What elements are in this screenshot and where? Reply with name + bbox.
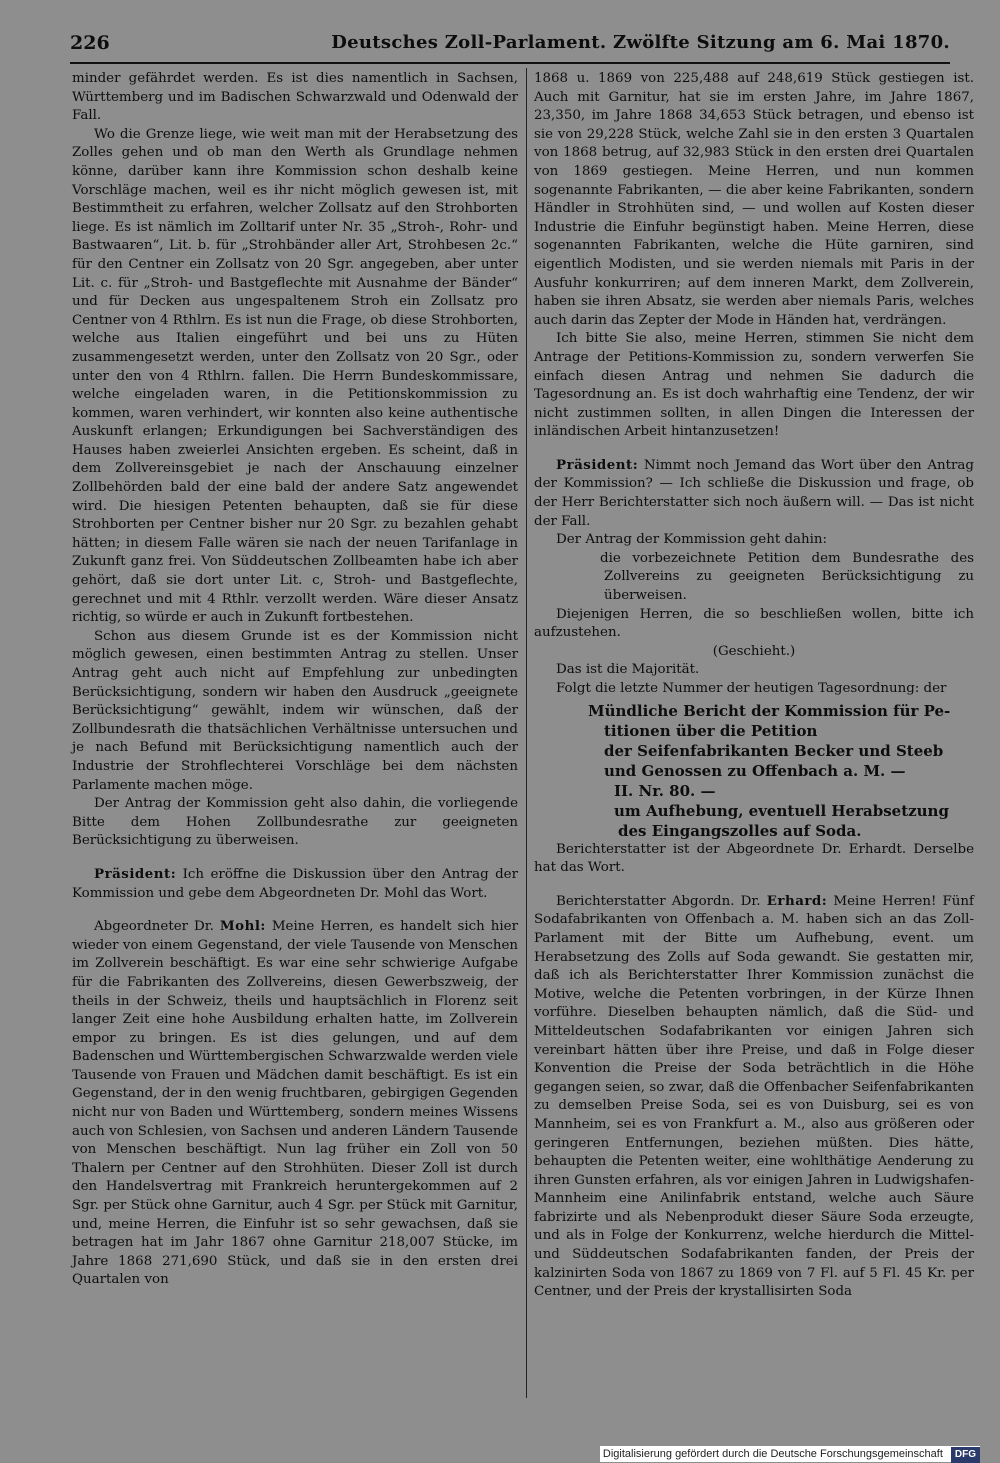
paragraph — [72, 628, 518, 795]
speaker-name: Mohl: — [219, 918, 266, 935]
paragraph — [534, 456, 974, 531]
paragraph — [72, 126, 518, 628]
page-number: 226 — [70, 32, 110, 54]
paragraph-text: Diejenigen Herren, die so beschließen wollen, bitte ich aufzustehen. — [534, 606, 974, 641]
column-divider — [526, 68, 527, 1398]
heading-line: des Eingangszolles auf Soda. — [618, 821, 862, 840]
page-header — [70, 30, 950, 62]
paragraph — [534, 70, 974, 330]
paragraph — [72, 795, 518, 851]
paragraph — [72, 70, 518, 126]
heading-line: titionen über die Petition — [604, 721, 818, 740]
dfg-logo: DFG — [951, 1447, 980, 1463]
paragraph-text: Wo die Grenze liege, wie weit man mit der Herabsetzung des Zolles gehen und ob man den Werth als Grundlage nehmen könne, darüber kann ihre Kommission schon deshalb keine Vorschläge machen, weil es ihr nicht möglich gewesen ist, mit Bestimmtheit zu erfahren, welcher Zollsatz auf den Strohborten liege. Es ist nämlich im Zolltarif unter Nr. 35 „Stroh-, Rohr- und Bastwaaren“, Lit. b. für „Strohbänder aller Art, Strohbesen 2c.“ für den Centner ein Zollsatz von 20 Sgr. angegeben, aber unter Lit. c. für „Stroh- und Bastgeflechte mit Ausnahme der Bänder“ und für Decken aus ungespaltenem Stroh ein Zollsatz pro Centner von 4 Rthlrn. Es ist nun die Frage, ob diese Strohborten, welche aus Italien eingeführt und bei uns zu Hüten zusammengesetzt werden, unter den Zollsatz von 20 Sgr., oder unter den von 4 Rthlrn. fallen. Die Herrn Bundeskommissare, welche eingeladen waren, in die Petitionskommission zu kommen, waren verhindert, wir konnten also keine authentische Auskunft erlangen; Erkundigungen bei Sachverständigen des Hauses haben zweierlei Ansichten ergeben. Es scheint, daß in dem Zollvereinsgebiet je nach der Anschauung einzelner Zollbehörden bald der eine bald der andere Satz angewendet wird. Die hiesigen Petenten behaupten, daß sie für diese Strohborten per Centner bisher nur 20 Sgr. zu bezahlen gehabt hätten; in diesem Falle wären sie nach der neuen Tarifanlage in Zukunft ganz frei. Von Süddeutschen Zollbeamten habe ich aber gehört, daß sie dort unter Lit. c, Stroh- und Bastgeflechte, gerechnet und mit 4 Rthlr. verzollt werden. Wäre dieser Ansatz richtig, so würde er auch in Zukunft fortbestehen. — [72, 126, 518, 626]
right-column — [534, 70, 974, 1302]
paragraph-text: Das ist die Majorität. — [556, 662, 700, 678]
agenda-item-heading — [534, 701, 974, 841]
heading-line: der Seifenfabrikanten Becker und Steeb — [604, 741, 944, 760]
paragraph-text: Ich bitte Sie also, meine Herren, stimmen Sie nicht dem Antrage der Petitions-Kommission zu, sondern verwerfen Sie einfach diesen Antrag und nehmen Sie dadurch die Tagesordnung an. Es ist doch wahrhaftig eine Tendenz, der wir nicht zustimmen sollten, in allen Dingen die Interessen der inländischen Arbeit hintanzusetzen! — [534, 331, 974, 440]
paragraph — [534, 550, 974, 606]
paragraph — [534, 606, 974, 643]
paragraph-text: Nimmt noch Jemand das Wort über den Antrag der Kommission? — Ich schließe die Diskussion und frage, ob der Herr Berichterstatter sich noch äußern will. — Das ist nicht der Fall. — [534, 457, 974, 529]
paragraph — [534, 643, 974, 662]
paragraph-text: Berichterstatter ist der Abgeordnete Dr. Erhardt. Derselbe hat das Wort. — [534, 841, 974, 876]
paragraph — [534, 680, 974, 699]
header-rule — [70, 62, 950, 64]
paragraph-text: Der Antrag der Kommission geht also dahin, die vorliegende Bitte dem Hohen Zollbundesrathe zur geeigneten Berücksichtigung zu überweisen. — [72, 796, 518, 849]
paragraph-text: minder gefährdet werden. Es ist dies namentlich in Sachsen, Württemberg und im Badischen Schwarzwald und Odenwald der Fall. — [72, 71, 518, 124]
paragraph-text: 1868 u. 1869 von 225,488 auf 248,619 Stück gestiegen ist. Auch mit Garnitur, hat sie im ersten Jahre, im Jahre 1867, 23,350, im Jahre 1868 34,653 Stück betragen, und ebenso ist sie von 29,228 Stück, welche Zahl sie in den ersten 3 Quartalen von 1868 betrug, auf 32,983 Stück in den ersten drei Quartalen von 1869 gestiegen. Meine Herren, und nun kommen sogenannte Fabrikanten, — die aber keine Fabrikanten, sondern Händler in Strohhüten sind, — und wollen auf Kosten dieser Industrie die Einfuhr begünstigt haben. Meine Herren, diese sogenannten Fabrikanten, welche die Hüte garniren, sind eigentlich Modisten, und sie werden niemals mit Paris in der Ausfuhr konkurriren; auf dem inneren Markt, dem Zollverein, haben sie ihren Absatz, sie werden aber niemals Paris, welches auch darin das Zepter der Mode in Händen hat, verdrängen. — [534, 71, 974, 328]
paragraph-text: Der Antrag der Kommission geht dahin: — [556, 532, 828, 548]
speaker-name: Erhard: — [766, 892, 828, 909]
left-column — [72, 70, 518, 1290]
footer-credit — [600, 1446, 980, 1462]
heading-line: II. Nr. 80. — — [614, 781, 716, 800]
paragraph-text: Ich eröffne die Diskussion über den Antrag der Kommission und gebe dem Abgeordneten Dr. Mohl das Wort. — [72, 866, 518, 901]
paragraph-text: Folgt die letzte Nummer der heutigen Tagesordnung: der — [556, 681, 947, 696]
running-title: Deutsches Zoll-Parlament. Zwölfte Sitzung am 6. Mai 1870. — [331, 32, 950, 53]
paragraph-text: Meine Herren, es handelt sich hier wieder von einem Gegenstand, der viele Tausende von Menschen im Zollverein beschäftigt. Es war eine sehr schwierige Aufgabe für die Fabrikanten des Zollvereins, diesen Gewerbszweig, der theils in der Schweiz, theils und hauptsächlich in Florenz seit langer Zeit eine hohe Ausbildung erhalten hatte, im Zollverein empor zu bringen. Es ist dies gelungen, und auf dem Badenschen und Württembergischen Schwarzwalde werden viele Tausende von Frauen und Mädchen damit beschäftigt. Es ist ein Gegenstand, der in den wenig fruchtbaren, gebirgigen Gegenden nicht nur von Baden und Württemberg, sondern meines Wissens auch von Schlesien, von Sachsen und anderen Ländern Tausende von Menschen beschäftigt. Nun lag früher ein Zoll von 50 Thalern per Centner auf den Strohhüten. Dieser Zoll ist durch den Handelsvertrag mit Frankreich heruntergekommen auf 2 Sgr. per Stück ohne Garnitur, auch 4 Sgr. per Stück mit Garnitur, und, meine Herren, die Einfuhr ist so sehr gewachsen, daß sie betragen hat im Jahr 1867 ohne Garnitur 218,007 Stücke, im Jahre 1868 271,690 Stück, und daß sie in den ersten drei Quartalen von — [72, 919, 518, 1288]
paragraph — [534, 531, 974, 550]
heading-line: und Genossen zu Offenbach a. M. — — [604, 761, 906, 780]
paragraph — [72, 865, 518, 903]
footer-text: Digitalisierung gefördert durch die Deutsche Forschungsgemeinschaft — [602, 1448, 943, 1460]
paragraph-text: Meine Herren! Fünf Sodafabrikanten von Offenbach a. M. haben sich an das Zoll-Parlament mit der Bitte um Aufhebung, event. um Herabsetzung des Zolls auf Soda gewandt. Sie gestatten mir, daß ich als Berichterstatter Ihrer Kommission zunächst die Motive, welche die Petenten vorbringen, in der Kürze Ihnen vorführe. Dieselben behaupten nämlich, daß die Süd- und Mitteldeutschen Sodafabrikanten vor einigen Jahren sich vereinbart hätten über ihre Preise, und daß in Folge dieser Konvention die Preise der Soda beträchtlich in die Höhe gegangen seien, so zwar, daß die Offenbacher Seifenfabrikanten zu demselben Preise Soda, sei es von Duisburg, sei es von Mannheim, sei es von Frankfurt a. M., also aus größeren oder geringeren Entfernungen, beziehen müßten. Dies hätte, behaupten die Petenten weiter, eine wohlthätige Aenderung zu ihren Gunsten erfahren, als vor einigen Jahren in Ludwigshafen-Mannheim eine Anilinfabrik entstand, welche auch Säure fabrizirte und als Nebenprodukt dieser Säure Soda erzeugte, und als in Folge der Konkurrenz, welche hierdurch die Mittel- und Süddeutschen Sodafabrikanten fanden, der Preis der kalzinirten Soda von 1867 zu 1869 von 7 Fl. auf 5 Fl. 45 Kr. per Centner, und der Preis der krystallisirten Soda — [534, 893, 974, 1300]
paragraph — [534, 892, 974, 1302]
paragraph — [534, 330, 974, 442]
heading-line: Mündliche Bericht der Kommission für Pe- — [588, 701, 951, 720]
paragraph-text: (Geschieht.) — [712, 643, 796, 659]
speaker-prefix: Berichterstatter Abgordn. Dr. — [556, 893, 767, 909]
speaker-prefix: Abgeordneter Dr. — [94, 919, 220, 935]
paragraph — [72, 917, 518, 1290]
speaker-name: Präsident: — [94, 865, 177, 882]
paragraph — [534, 661, 974, 680]
paragraph-text: die vorbezeichnete Petition dem Bundesrathe des Zollvereins zu geeigneten Berücksichtigung zu überweisen. — [600, 550, 974, 604]
heading-line: um Aufhebung, eventuell Herabsetzung — [614, 801, 949, 820]
speaker-name: Präsident: — [556, 456, 639, 473]
paragraph — [534, 841, 974, 878]
paragraph-text: Schon aus diesem Grunde ist es der Kommission nicht möglich gewesen, einen bestimmten Antrag zu stellen. Unser Antrag geht auch nicht auf Empfehlung zur unbedingten Berücksichtigung, sondern wir haben den Ausdruck „geeignete Berücksichtigung“ gewählt, indem wir wünschen, daß der Zollbundesrath die thatsächlichen Verhältnisse untersuchen und je nach Befund mit Berücksichtigung namentlich auch der Industrie der Strohflechterei Vorschläge bei dem nächsten Parlamente machen möge. — [72, 628, 518, 793]
